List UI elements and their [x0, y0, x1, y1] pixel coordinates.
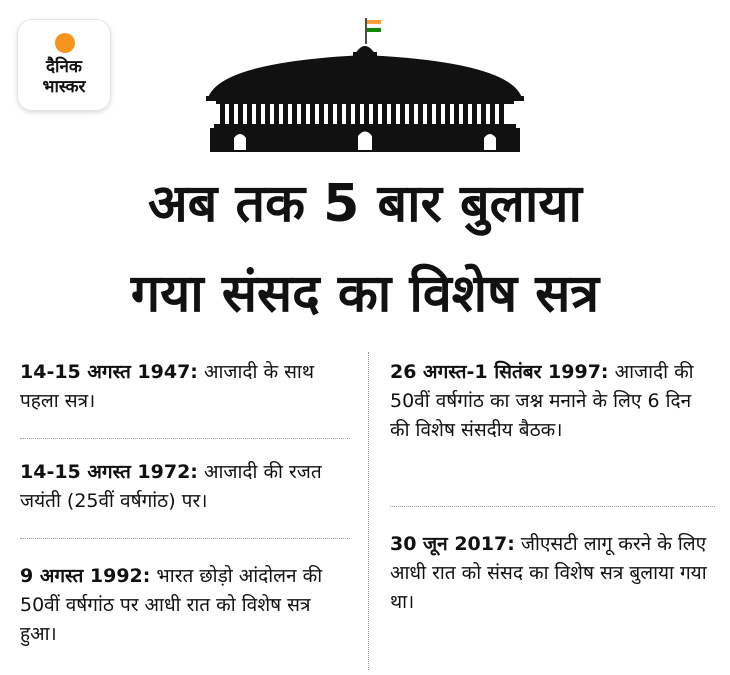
event-item: [390, 530, 710, 617]
event-date: 26 अगस्त-1 सितंबर 1997:: [390, 361, 609, 383]
separator: [20, 438, 350, 439]
event-date: 9 अगस्त 1992:: [20, 565, 151, 587]
event-date: 14-15 अगस्त 1972:: [20, 461, 198, 483]
column-divider: [368, 352, 369, 670]
logo-text-line2: भास्कर: [42, 77, 86, 97]
event-description: आजादी की रजत जयंती (25वीं वर्षगांठ) पर।: [20, 461, 322, 512]
event-description: आजादी के साथ पहला सत्र।: [20, 361, 314, 412]
headline-line2: गया संसद का विशेष सत्र: [130, 264, 600, 324]
parliament-building-icon: [200, 12, 530, 154]
event-item: [20, 458, 350, 516]
separator: [390, 506, 715, 507]
event-item: [390, 358, 710, 445]
logo-text-line1: दैनिक: [46, 57, 82, 77]
dainik-bhaskar-logo: [18, 20, 110, 110]
event-description: आजादी की 50वीं वर्षगांठ का जश्न मनाने के लिए 6 दिन की विशेष संसदीय बैठक।: [390, 361, 694, 441]
event-date: 14-15 अगस्त 1947:: [20, 361, 198, 383]
event-item: [20, 358, 350, 416]
event-description: जीएसटी लागू करने के लिए आधी रात को संसद का विशेष सत्र बुलाया गया था।: [390, 533, 707, 613]
event-description: भारत छोड़ो आंदोलन की 50वीं वर्षगांठ पर आधी रात को विशेष सत्र हुआ।: [20, 565, 323, 645]
headline-line1: अब तक 5 बार बुलाया: [147, 174, 583, 234]
event-date: 30 जून 2017:: [390, 533, 515, 555]
event-item: [20, 562, 350, 649]
sun-icon: [55, 33, 75, 53]
separator: [20, 538, 350, 539]
